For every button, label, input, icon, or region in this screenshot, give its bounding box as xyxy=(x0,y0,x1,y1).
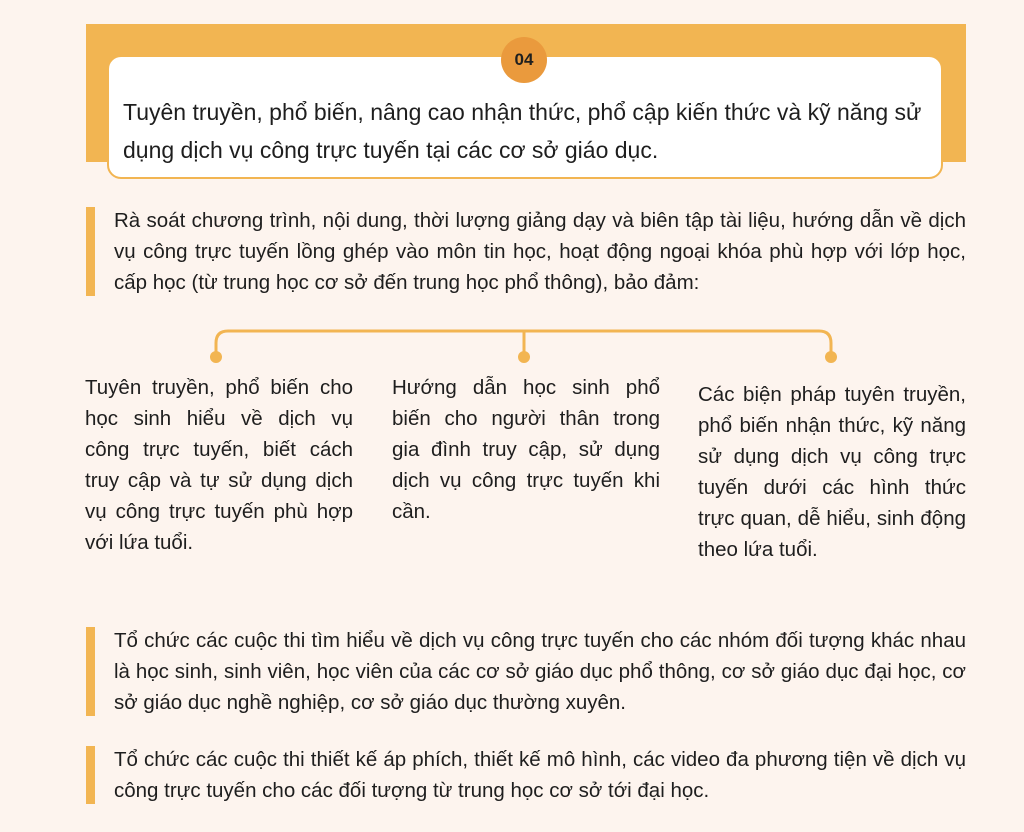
connector-dot-right xyxy=(825,351,837,363)
item-text-1: Tổ chức các cuộc thi tìm hiểu về dịch vụ công trực tuyến cho các nhóm đối tượng khác nhau là học sinh, sinh viên, học viên của các cơ sở giáo dục phổ thông, cơ sở giáo dục đại học, cơ sở giáo dục nghề nghiệp, cơ sở giáo dục thường xuyên. xyxy=(114,629,966,714)
item-paragraph-2 xyxy=(86,744,966,806)
column-right: Các biện pháp tuyên truyền, phổ biến nhận thức, kỹ năng sử dụng dịch vụ công trực tuyến dưới các hình thức trực quan, dễ hiểu, sinh động theo lứa tuổi. xyxy=(698,383,966,561)
section-number-badge: 04 xyxy=(501,37,547,83)
item-text-2: Tổ chức các cuộc thi thiết kế áp phích, thiết kế mô hình, các video đa phương tiện về dịch vụ công trực tuyến cho các đối tượng từ trung học cơ sở tới đại học. xyxy=(114,748,966,802)
item-paragraph-1 xyxy=(86,625,966,718)
intro-text: Rà soát chương trình, nội dung, thời lượng giảng dạy và biên tập tài liệu, hướng dẫn về dịch vụ công trực tuyến lồng ghép vào môn tin học, hoạt động ngoại khóa phù hợp với lớp học, cấp học (từ trung học cơ sở đến trung học phổ thông), bảo đảm: xyxy=(114,209,966,294)
accent-bar xyxy=(86,746,95,804)
connector-dot-left xyxy=(210,351,222,363)
column-left: Tuyên truyền, phổ biến cho học sinh hiểu về dịch vụ công trực tuyến, biết cách truy cập và tự sử dụng dịch vụ công trực tuyến phù hợp với lứa tuổi. xyxy=(85,376,353,554)
accent-bar xyxy=(86,627,95,716)
connector-dot-middle xyxy=(518,351,530,363)
header-title: Tuyên truyền, phổ biến, nâng cao nhận thức, phổ cập kiến thức và kỹ năng sử dụng dịch vụ công trực tuyến tại các cơ sở giáo dục. xyxy=(123,99,922,163)
column-middle: Hướng dẫn học sinh phổ biến cho người thân trong gia đình truy cập, sử dụng dịch vụ công trực tuyến khi cần. xyxy=(392,376,660,523)
